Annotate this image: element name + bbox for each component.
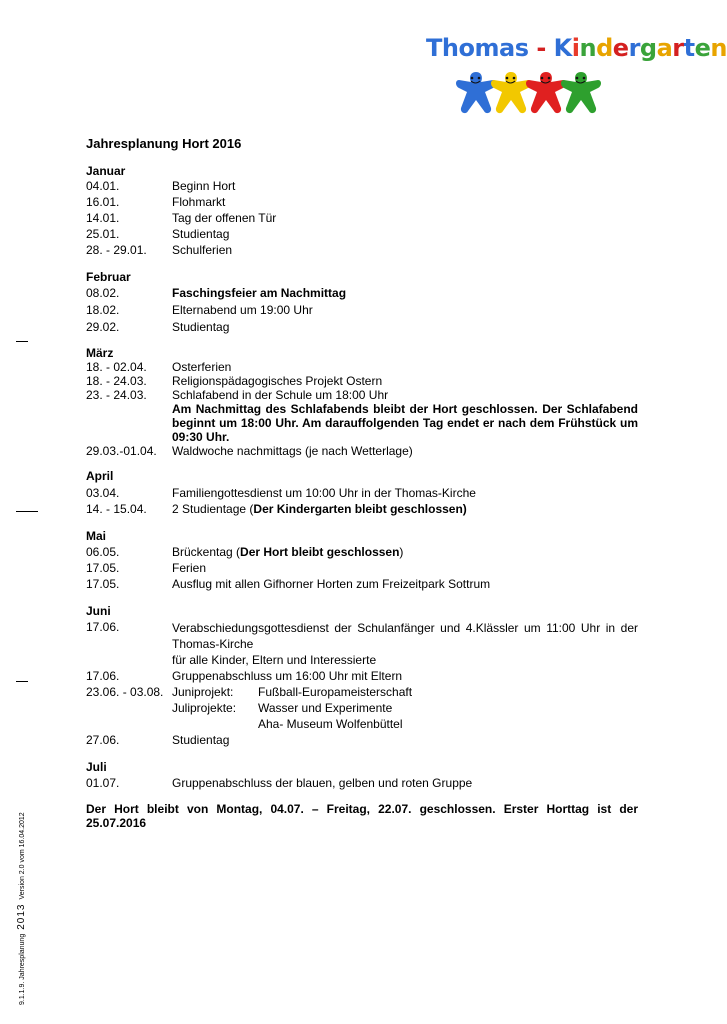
event-date: 29.03.-01.04. bbox=[86, 444, 157, 458]
event-text: Verabschiedungsgottesdienst der Schulanfänger und 4.Klässler um 11:00 Uhr in der Thomas-Kirche bbox=[172, 621, 638, 651]
footer-code: 9.1.1.9. Jahresplanung bbox=[19, 933, 26, 1005]
month-heading-juni: Juni bbox=[86, 604, 111, 618]
event-date: 29.02. bbox=[86, 320, 120, 334]
footer-version: Version 2.0 vom 16.04.2012 bbox=[19, 812, 26, 900]
event-date: 17.05. bbox=[86, 561, 120, 575]
event-date: 04.01. bbox=[86, 179, 120, 193]
event-text: Osterferien bbox=[172, 360, 232, 374]
logo-letter: e bbox=[612, 34, 629, 62]
event-text: Waldwoche nachmittags (je nach Wetterlage) bbox=[172, 444, 413, 458]
event-text bbox=[172, 685, 638, 699]
event-text: Elternabend um 19:00 Uhr bbox=[172, 303, 313, 317]
logo-letter: o bbox=[458, 34, 475, 62]
logo-letter: K bbox=[553, 34, 572, 62]
event-date: 28. - 29.01. bbox=[86, 243, 147, 257]
logo-letter: e bbox=[694, 34, 711, 62]
event-text: für alle Kinder, Eltern und Interessierte bbox=[172, 653, 377, 667]
document-footer bbox=[16, 812, 27, 1005]
month-heading-mai: Mai bbox=[86, 529, 107, 543]
event-text: Studientag bbox=[172, 320, 230, 334]
event-date: 16.01. bbox=[86, 195, 120, 209]
punch-mark bbox=[16, 341, 28, 342]
event-text: Faschingsfeier am Nachmittag bbox=[172, 286, 347, 300]
event-text: Ausflug mit allen Gifhorner Horten zum Freizeitpark Sottrum bbox=[172, 577, 491, 591]
footer-year: 2013 bbox=[16, 903, 27, 930]
fold-mark bbox=[16, 511, 38, 512]
event-date: 01.07. bbox=[86, 776, 120, 790]
event-date: 18. - 02.04. bbox=[86, 360, 147, 374]
month-heading-juli: Juli bbox=[86, 760, 107, 774]
event-text-bold: Der Kindergarten bleibt geschlossen) bbox=[253, 502, 467, 516]
event-date: 17.06. bbox=[86, 669, 120, 683]
logo-figure bbox=[526, 72, 566, 113]
logo-letter: a bbox=[656, 34, 673, 62]
logo-letter: i bbox=[571, 34, 580, 62]
project-label: Juniprojekt: bbox=[172, 685, 234, 699]
event-text-part: ) bbox=[399, 545, 404, 559]
event-text bbox=[172, 545, 638, 559]
logo-letter: t bbox=[683, 34, 695, 62]
event-date: 25.01. bbox=[86, 227, 120, 241]
logo-figures bbox=[452, 68, 602, 118]
project-label: Juliprojekte: bbox=[172, 701, 237, 715]
event-date: 23. - 24.03. bbox=[86, 388, 147, 402]
event-text: Familiengottesdienst um 10:00 Uhr in der Thomas-Kirche bbox=[172, 486, 476, 500]
logo-letter: s bbox=[514, 34, 529, 62]
project-value: Aha- Museum Wolfenbüttel bbox=[258, 717, 403, 731]
project-value: Wasser und Experimente bbox=[258, 701, 393, 715]
logo-figure bbox=[491, 72, 531, 113]
logo-figure bbox=[456, 72, 496, 113]
event-text bbox=[172, 701, 638, 715]
event-date: 08.02. bbox=[86, 286, 120, 300]
event-note: Am Nachmittag des Schlafabends bleibt der Hort geschlossen. Der Schlafabend beginnt um 18:00 Uhr. Am darauffolgenden Tag endet er nach dem Frühstück um 09:30 Uhr. bbox=[172, 402, 638, 444]
event-text: Beginn Hort bbox=[172, 179, 236, 193]
punch-mark bbox=[16, 681, 28, 682]
event-text-bold: Der Hort bleibt geschlossen bbox=[240, 545, 400, 559]
event-text: Ferien bbox=[172, 561, 207, 575]
logo-letter: r bbox=[672, 34, 684, 62]
event-text-part: Brückentag ( bbox=[172, 545, 241, 559]
logo-figure bbox=[561, 72, 601, 113]
project-value: Fußball-Europameisterschaft bbox=[258, 685, 413, 699]
event-text: Schlafabend in der Schule um 18:00 Uhr bbox=[172, 388, 389, 402]
logo-letter: m bbox=[474, 34, 499, 62]
event-date: 18. - 24.03. bbox=[86, 374, 147, 388]
logo-letter: a bbox=[498, 34, 515, 62]
event-date: 06.05. bbox=[86, 545, 120, 559]
event-date: 23.06. - 03.08. bbox=[86, 685, 164, 699]
event-text: Flohmarkt bbox=[172, 195, 226, 209]
event-date: 17.05. bbox=[86, 577, 120, 591]
event-text bbox=[172, 502, 638, 516]
month-heading-maerz: März bbox=[86, 346, 114, 360]
event-date: 17.06. bbox=[86, 620, 120, 634]
event-text: Studientag bbox=[172, 227, 230, 241]
event-text: Religionspädagogisches Projekt Ostern bbox=[172, 374, 383, 388]
month-heading-februar: Februar bbox=[86, 270, 131, 284]
event-date: 14. - 15.04. bbox=[86, 502, 147, 516]
logo-letter: n bbox=[579, 34, 597, 62]
event-date: 27.06. bbox=[86, 733, 120, 747]
event-date: 14.01. bbox=[86, 211, 120, 225]
event-text: Studientag bbox=[172, 733, 230, 747]
logo-letter: - bbox=[528, 34, 554, 62]
event-date: 18.02. bbox=[86, 303, 120, 317]
page-title: Jahresplanung Hort 2016 bbox=[86, 136, 242, 151]
event-date: 03.04. bbox=[86, 486, 120, 500]
month-heading-april: April bbox=[86, 469, 114, 483]
closing-note: Der Hort bleibt von Montag, 04.07. – Freitag, 22.07. geschlossen. Erster Horttag ist der 25.07.2016 bbox=[86, 802, 638, 830]
logo-letter: d bbox=[596, 34, 613, 62]
logo-letter: r bbox=[628, 34, 640, 62]
month-heading-januar: Januar bbox=[86, 164, 126, 178]
logo-wordmark bbox=[426, 34, 727, 62]
event-text: Tag der offenen Tür bbox=[172, 211, 277, 225]
logo-letter: g bbox=[639, 34, 657, 62]
event-text: Schulferien bbox=[172, 243, 233, 257]
logo-letter: n bbox=[710, 34, 727, 62]
logo-letter: T bbox=[426, 34, 442, 62]
event-text: Gruppenabschluss um 16:00 Uhr mit Eltern bbox=[172, 669, 403, 683]
logo-letter: h bbox=[441, 34, 459, 62]
event-text: Gruppenabschluss der blauen, gelben und roten Gruppe bbox=[172, 776, 473, 790]
event-text-part: 2 Studientage ( bbox=[172, 502, 254, 516]
